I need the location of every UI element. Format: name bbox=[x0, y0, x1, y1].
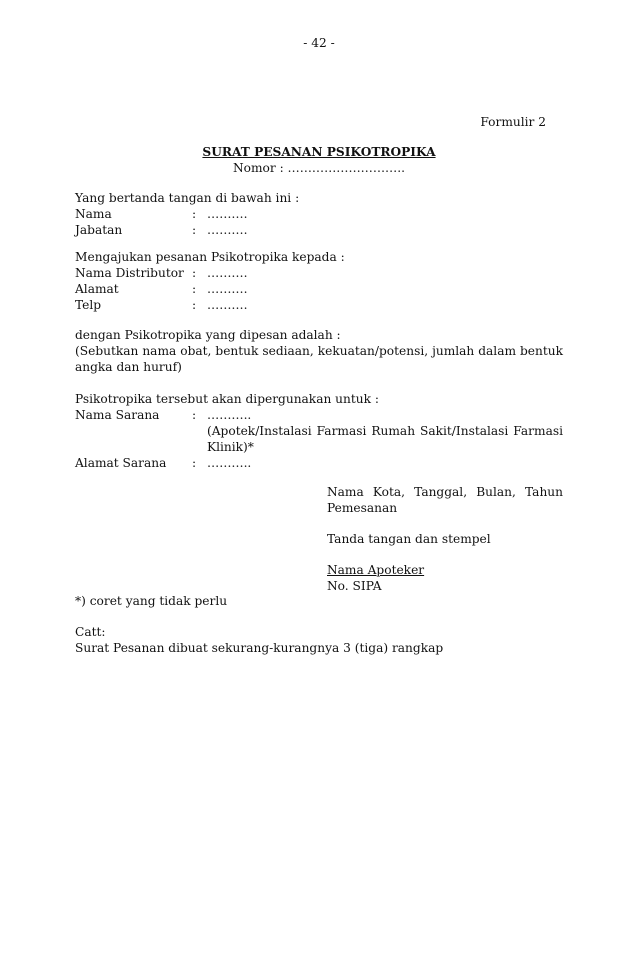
field-colon: : bbox=[192, 282, 197, 296]
distributor-address-row bbox=[75, 281, 563, 297]
field-value: ………. bbox=[207, 223, 248, 237]
usage-intro: Psikotropika tersebut akan dipergunakan untuk : bbox=[75, 392, 379, 406]
field-colon: : bbox=[192, 298, 197, 312]
field-label: Alamat bbox=[75, 282, 119, 296]
field-label: Telp bbox=[75, 298, 102, 312]
field-label: Nama Distributor bbox=[75, 266, 184, 280]
field-colon: : bbox=[192, 456, 197, 470]
document-number-line: Nomor : ……………………….. bbox=[232, 161, 405, 175]
field-value: ………. bbox=[207, 266, 248, 280]
signature-stamp-label: Tanda tangan dan stempel bbox=[327, 532, 491, 546]
usage-section bbox=[75, 391, 563, 471]
document-title: SURAT PESANAN PSIKOTROPIKA bbox=[202, 145, 436, 159]
distributor-section bbox=[75, 249, 563, 313]
field-label: Nama bbox=[75, 207, 112, 221]
page-number: - 42 - bbox=[303, 36, 335, 50]
field-colon: : bbox=[192, 408, 197, 422]
pharmacist-sipa-number: No. SIPA bbox=[327, 579, 382, 593]
facility-type-note: (Apotek/Instalasi Farmasi Rumah Sakit/Instalasi Farmasi Klinik)* bbox=[207, 424, 563, 454]
signer-intro: Yang bertanda tangan di bawah ini : bbox=[75, 191, 300, 205]
signature-place-date: Nama Kota, Tanggal, Bulan, Tahun Pemesanan bbox=[327, 485, 563, 515]
form-number: Formulir 2 bbox=[480, 115, 546, 129]
notes-text: Surat Pesanan dibuat sekurang-kurangnya 3 (tiga) rangkap bbox=[75, 641, 444, 655]
notes-label: Catt: bbox=[75, 625, 106, 639]
field-value: ………. bbox=[207, 298, 248, 312]
field-colon: : bbox=[192, 266, 197, 280]
distributor-name-row bbox=[75, 265, 563, 281]
signer-position-row bbox=[75, 222, 563, 238]
order-section bbox=[75, 327, 563, 375]
signer-name-row bbox=[75, 206, 563, 222]
order-instruction-note: (Sebutkan nama obat, bentuk sediaan, kekuatan/potensi, jumlah dalam bentuk angka dan huruf) bbox=[75, 344, 563, 374]
signer-section bbox=[75, 190, 563, 238]
field-label: Alamat Sarana bbox=[75, 456, 167, 470]
field-colon: : bbox=[192, 207, 197, 221]
field-label: Nama Sarana bbox=[75, 408, 160, 422]
field-label: Jabatan bbox=[75, 223, 123, 237]
field-colon: : bbox=[192, 223, 197, 237]
pharmacist-name: Nama Apoteker bbox=[327, 563, 425, 577]
field-value: ………. bbox=[207, 282, 248, 296]
facility-address-row bbox=[75, 455, 563, 471]
facility-name-row bbox=[75, 407, 563, 423]
footnote: *) coret yang tidak perlu bbox=[75, 594, 228, 608]
notes-section bbox=[75, 624, 563, 656]
field-value: ……….. bbox=[207, 408, 252, 422]
field-value: ………. bbox=[207, 207, 248, 221]
distributor-intro: Mengajukan pesanan Psikotropika kepada : bbox=[75, 250, 345, 264]
order-intro: dengan Psikotropika yang dipesan adalah : bbox=[75, 328, 341, 342]
field-value: ……….. bbox=[207, 456, 252, 470]
distributor-phone-row bbox=[75, 297, 563, 313]
